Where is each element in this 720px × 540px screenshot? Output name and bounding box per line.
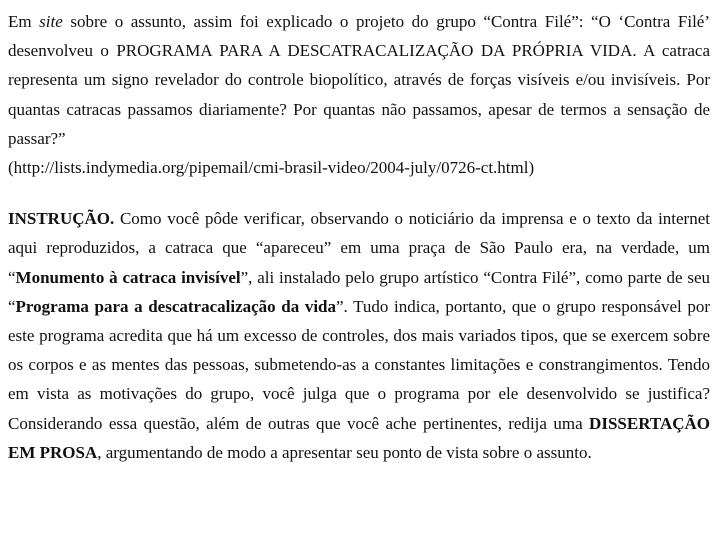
quote-paragraph [8, 7, 710, 182]
quote-text: sobre o assunto, assim foi explicado o projeto do grupo “Contra Filé”: “O ‘Contra Filé’ desenvolveu o PROGRAMA PARA A DESCATRACALIZAÇÃO DA PRÓPRIA VIDA. A catraca representa um signo revelador do controle biopolítico, através de forças visíveis e/ou invisíveis. Por quantas catracas passamos diariamente? Por quantas não passamos, apesar de termos a sensação de passar?” [8, 12, 711, 148]
essay-type: DISSERTAÇÃO EM PROSA [8, 413, 710, 462]
instruction-text-2: ”, ali instalado pelo grupo artístico “Contra Filé”, como parte de seu “ [8, 267, 710, 316]
instruction-text-3: ”. Tudo indica, portanto, que o grupo responsável por este programa acredita que há um excesso de controles, dos mais variados tipos, que se exercem sobre os corpos e as mentes das pessoas, submetendo-as a constantes limitações e constrangimentos. Tendo em vista as motivações do grupo, você julga que o programa por ele desenvolvido se justifica? Considerando essa questão, além de outras que você ache pertinentes, redija uma [8, 296, 710, 433]
instruction-label: INSTRUÇÃO. [8, 209, 115, 229]
monument-title: Monumento à catraca invisível [15, 267, 241, 287]
quote-prefix: Em [8, 12, 40, 31]
program-title: Programa para a descatracalização da vida [15, 296, 337, 316]
italic-word-site: site [39, 12, 63, 31]
instruction-paragraph [8, 204, 710, 467]
instruction-text-4: , argumentando de modo a apresentar seu ponto de vista sobre o assunto. [97, 442, 592, 462]
source-url: (http://lists.indymedia.org/pipemail/cmi-brasil-video/2004-july/0726-ct.html) [8, 158, 535, 178]
document-page [8, 7, 710, 467]
instruction-text-1: Como você pôde verificar, observando o noticiário da imprensa e o texto da internet aqui reproduzidos, a catraca que “apareceu” em uma praça de São Paulo era, na verdade, um “ [8, 209, 710, 287]
